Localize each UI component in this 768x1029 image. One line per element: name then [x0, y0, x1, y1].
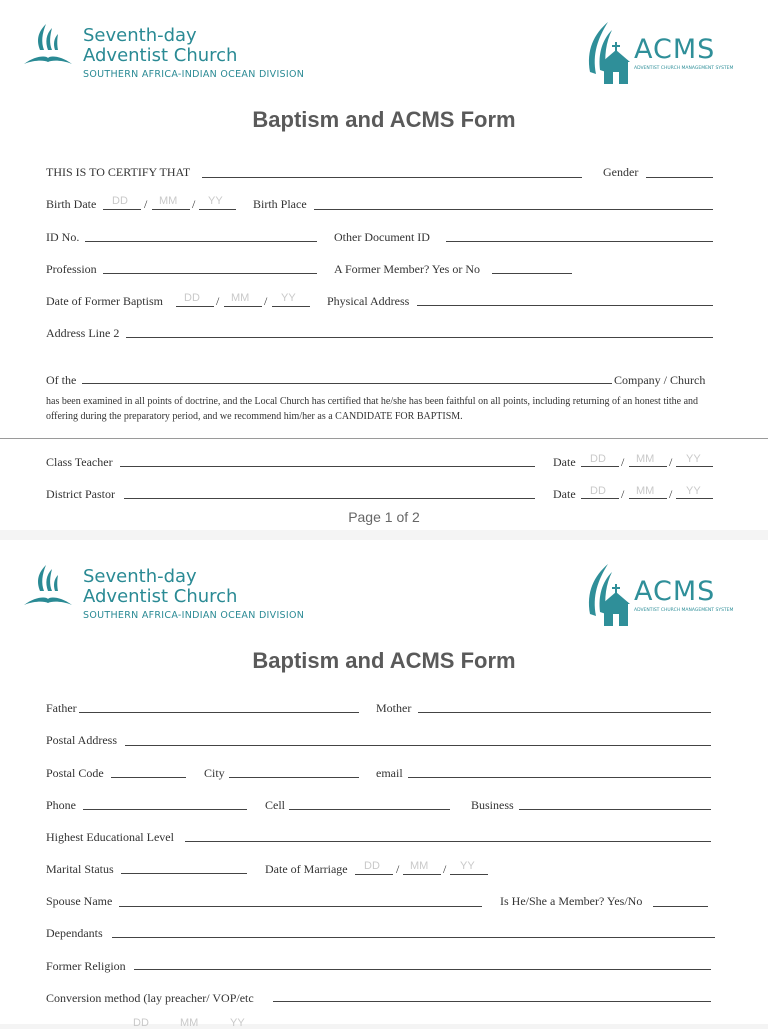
- spouse-member-field[interactable]: [653, 906, 708, 907]
- sda-flame-icon: [22, 563, 74, 609]
- gender-field[interactable]: [646, 177, 713, 178]
- dd-placeholder: DD: [590, 485, 606, 497]
- teacher-date-yy-field[interactable]: [676, 466, 713, 467]
- mm-placeholder: MM: [410, 860, 429, 872]
- date-separator: /: [144, 197, 148, 211]
- former-religion-field[interactable]: [134, 969, 711, 970]
- acms-tagline: ADVENTIST CHURCH MANAGEMENT SYSTEM: [634, 608, 734, 613]
- date-separator: /: [264, 294, 268, 308]
- id-no-field[interactable]: [85, 241, 317, 242]
- physical-address-label: Physical Address: [327, 294, 410, 308]
- date-separator: /: [669, 455, 673, 469]
- marital-status-field[interactable]: [121, 873, 247, 874]
- phone-field[interactable]: [83, 809, 247, 810]
- certify-label: THIS IS TO CERTIFY THAT: [46, 165, 191, 179]
- of-the-label: Of the: [46, 373, 77, 387]
- date-separator: /: [669, 487, 673, 501]
- postal-code-label: Postal Code: [46, 766, 104, 780]
- spouse-name-field[interactable]: [119, 906, 482, 907]
- father-field[interactable]: [79, 712, 359, 713]
- date-of-marriage-label: Date of Marriage: [265, 862, 348, 876]
- birth-date-dd-field[interactable]: [103, 209, 141, 210]
- date-label: Date: [553, 455, 576, 469]
- dependants-field[interactable]: [112, 937, 715, 938]
- sda-logo: [22, 22, 322, 86]
- district-pastor-label: District Pastor: [46, 487, 115, 501]
- former-member-field[interactable]: [492, 273, 572, 274]
- other-doc-field[interactable]: [446, 241, 713, 242]
- sda-name-line1: Seventh-day: [83, 566, 197, 587]
- former-baptism-label: Date of Former Baptism: [46, 294, 163, 308]
- acms-wordmark: ACMS: [634, 34, 716, 65]
- spouse-name-label: Spouse Name: [46, 894, 113, 908]
- acms-church-icon: [582, 562, 634, 628]
- mm-placeholder: MM: [636, 453, 655, 465]
- birth-place-field[interactable]: [314, 209, 713, 210]
- form-title: Baptism and ACMS Form: [252, 648, 516, 673]
- teacher-date-mm-field[interactable]: [629, 466, 667, 467]
- section-divider: [0, 438, 768, 439]
- yy-placeholder: YY: [208, 195, 223, 207]
- yy-placeholder: YY: [230, 1017, 245, 1029]
- birth-date-mm-field[interactable]: [152, 209, 190, 210]
- acms-tagline: ADVENTIST CHURCH MANAGEMENT SYSTEM: [634, 66, 734, 71]
- postal-address-field[interactable]: [125, 745, 711, 746]
- business-field[interactable]: [519, 809, 711, 810]
- district-pastor-field[interactable]: [124, 498, 535, 499]
- form-page-2: [0, 540, 768, 1029]
- date-label: Date: [553, 487, 576, 501]
- date-separator: /: [192, 197, 196, 211]
- candidate-name-field[interactable]: [202, 177, 582, 178]
- form-title: Baptism and ACMS Form: [252, 107, 516, 132]
- father-label: Father: [46, 701, 77, 715]
- dependants-label: Dependants: [46, 926, 103, 940]
- mm-placeholder: MM: [180, 1017, 199, 1029]
- baptism-dd-field[interactable]: [176, 306, 214, 307]
- dd-placeholder: DD: [112, 195, 128, 207]
- spouse-member-label: Is He/She a Member? Yes/No: [500, 894, 643, 908]
- acms-church-icon: [582, 20, 634, 86]
- birth-place-label: Birth Place: [253, 197, 307, 211]
- pastor-date-mm-field[interactable]: [629, 498, 667, 499]
- email-label: email: [376, 766, 403, 780]
- phone-label: Phone: [46, 798, 76, 812]
- sda-name-line1: Seventh-day: [83, 25, 197, 46]
- page-number: Page 1 of 2: [348, 509, 420, 525]
- baptism-yy-field[interactable]: [272, 306, 310, 307]
- address-line2-label: Address Line 2: [46, 326, 120, 340]
- education-label: Highest Educational Level: [46, 830, 174, 844]
- pastor-date-dd-field[interactable]: [581, 498, 619, 499]
- yy-placeholder: YY: [686, 485, 701, 497]
- acms-logo: [582, 562, 752, 628]
- acms-wordmark: ACMS: [634, 576, 716, 607]
- conversion-method-field[interactable]: [273, 1001, 711, 1002]
- class-teacher-field[interactable]: [120, 466, 535, 467]
- sda-name-line2: Adventist Church: [83, 586, 238, 607]
- marriage-mm-field[interactable]: [403, 874, 441, 875]
- other-doc-label: Other Document ID: [334, 230, 430, 244]
- company-church-field[interactable]: [82, 383, 612, 384]
- sda-name-line2: Adventist Church: [83, 45, 238, 66]
- date-separator: /: [443, 862, 447, 876]
- physical-address-field[interactable]: [417, 305, 713, 306]
- sda-division: SOUTHERN AFRICA-INDIAN OCEAN DIVISION: [83, 69, 305, 80]
- birth-date-label: Birth Date: [46, 197, 97, 211]
- gender-label: Gender: [603, 165, 639, 179]
- profession-label: Profession: [46, 262, 97, 276]
- cell-label: Cell: [265, 798, 285, 812]
- yy-placeholder: YY: [281, 292, 296, 304]
- date-separator: /: [621, 487, 625, 501]
- postal-address-label: Postal Address: [46, 733, 118, 747]
- dd-placeholder: DD: [590, 453, 606, 465]
- former-religion-label: Former Religion: [46, 959, 126, 973]
- email-field[interactable]: [408, 777, 711, 778]
- city-label: City: [204, 766, 225, 780]
- sda-logo: [22, 563, 322, 627]
- mother-field[interactable]: [418, 712, 711, 713]
- dd-placeholder: DD: [184, 292, 200, 304]
- acms-logo: [582, 20, 752, 86]
- id-no-label: ID No.: [46, 230, 80, 244]
- company-church-label: Company / Church: [614, 373, 706, 387]
- declaration-text: has been examined in all points of doctrine, and the Local Church has certified that he/she has been faithful on all points, including returning of an honest tithe and offering during the preparatory period, and we recommend him/her as a CANDIDATE FOR BAPTISM.: [46, 396, 699, 422]
- sda-division: SOUTHERN AFRICA-INDIAN OCEAN DIVISION: [83, 610, 305, 621]
- pastor-date-yy-field[interactable]: [676, 498, 713, 499]
- business-label: Business: [471, 798, 514, 812]
- mother-label: Mother: [376, 701, 412, 715]
- marriage-yy-field[interactable]: [450, 874, 488, 875]
- date-separator: /: [396, 862, 400, 876]
- address-line2-field[interactable]: [126, 337, 713, 338]
- mm-placeholder: MM: [231, 292, 250, 304]
- date-separator: /: [621, 455, 625, 469]
- dd-placeholder: DD: [364, 860, 380, 872]
- baptism-mm-field[interactable]: [224, 306, 262, 307]
- date-separator: /: [216, 294, 220, 308]
- profession-field[interactable]: [103, 273, 317, 274]
- city-field[interactable]: [229, 777, 359, 778]
- cell-field[interactable]: [289, 809, 450, 810]
- teacher-date-dd-field[interactable]: [581, 466, 619, 467]
- marital-status-label: Marital Status: [46, 862, 114, 876]
- mm-placeholder: MM: [636, 485, 655, 497]
- mm-placeholder: MM: [159, 195, 178, 207]
- yy-placeholder: YY: [686, 453, 701, 465]
- education-field[interactable]: [185, 841, 711, 842]
- marriage-dd-field[interactable]: [355, 874, 393, 875]
- dd-placeholder: DD: [133, 1017, 149, 1029]
- class-teacher-label: Class Teacher: [46, 455, 113, 469]
- birth-date-yy-field[interactable]: [199, 209, 236, 210]
- sda-flame-icon: [22, 22, 74, 68]
- postal-code-field[interactable]: [111, 777, 186, 778]
- former-member-label: A Former Member? Yes or No: [334, 262, 480, 276]
- yy-placeholder: YY: [460, 860, 475, 872]
- conversion-method-label: Conversion method (lay preacher/ VOP/etc: [46, 991, 254, 1005]
